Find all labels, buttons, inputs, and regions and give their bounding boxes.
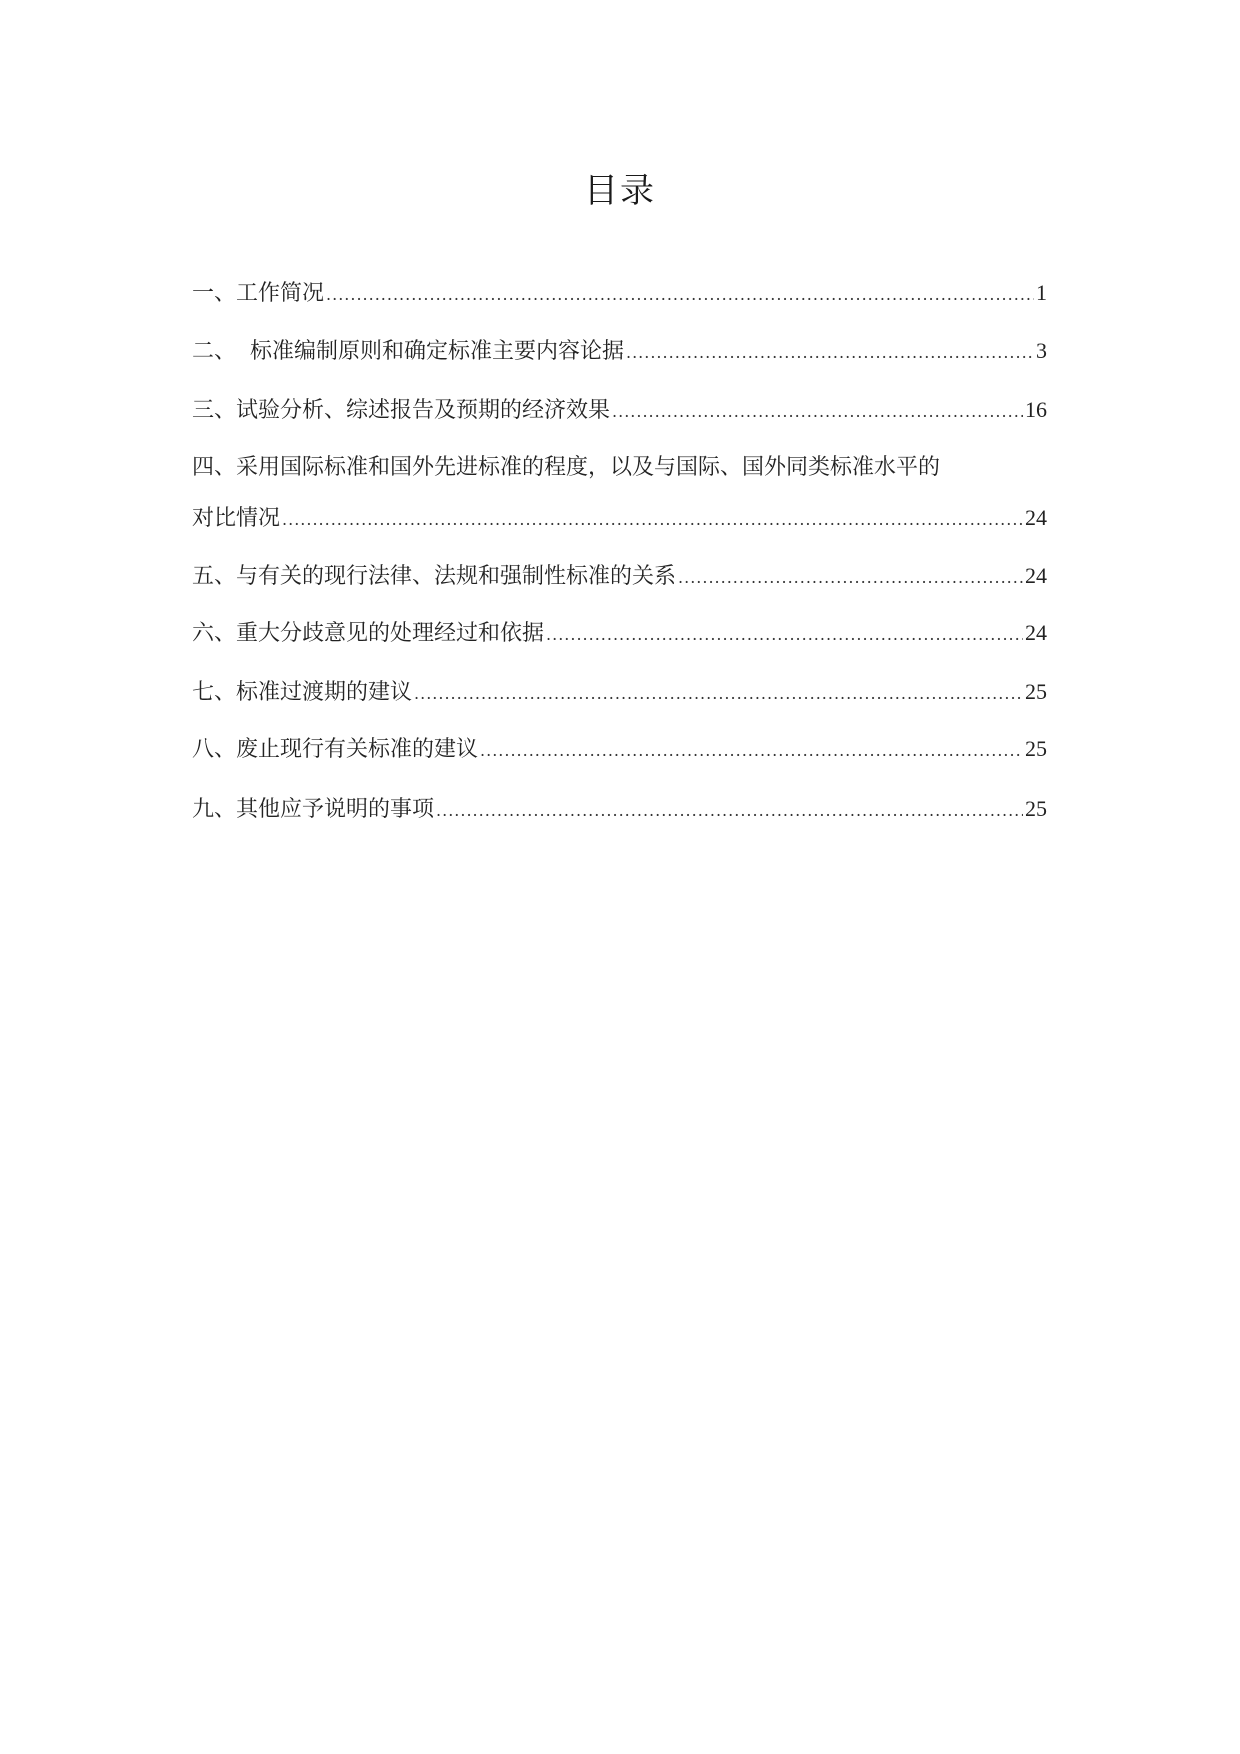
toc-entry-label: 八、废止现行有关标准的建议: [192, 737, 479, 762]
toc-page-number: 24: [1025, 620, 1047, 645]
toc-leader-dots: [626, 338, 1034, 368]
toc-entry-4[interactable]: [192, 453, 1047, 535]
page-title: 目录: [584, 171, 656, 211]
toc-entry-2[interactable]: [192, 336, 1047, 368]
toc-entry-label: 二、 标准编制原则和确定标准主要内容论据: [192, 339, 624, 364]
toc-leader-dots: [612, 397, 1023, 427]
toc-entry-5[interactable]: [192, 561, 1047, 593]
toc-entry-label: 一、工作简况: [192, 281, 325, 306]
toc-entry-label: 五、与有关的现行法律、法规和强制性标准的关系: [192, 564, 677, 589]
toc-entry-label: 九、其他应予说明的事项: [192, 797, 435, 822]
toc-entry-label: 三、试验分析、综述报告及预期的经济效果: [192, 398, 611, 423]
toc-entry-label: 七、标准过渡期的建议: [192, 680, 413, 705]
toc-entry-label-line1: 四、采用国际标准和国外先进标准的程度，以及与国际、国外同类标准水平的: [192, 455, 941, 480]
toc-page-number: 16: [1025, 397, 1047, 422]
toc-entry-label: 六、重大分歧意见的处理经过和依据: [192, 621, 545, 646]
toc-page-number: 1: [1036, 280, 1047, 305]
toc-entry-9[interactable]: [192, 794, 1047, 826]
toc-page-number: 25: [1025, 736, 1047, 761]
toc-leader-dots: [282, 505, 1023, 535]
toc-entry-8[interactable]: [192, 734, 1047, 766]
toc-leader-dots: [414, 679, 1023, 709]
toc-entry-7[interactable]: [192, 677, 1047, 709]
toc-leader-dots: [480, 736, 1023, 766]
toc-leader-dots: [546, 620, 1023, 650]
toc-page-number: 24: [1025, 505, 1047, 530]
toc-leader-dots: [436, 796, 1023, 826]
toc-page-number: 3: [1036, 338, 1047, 363]
toc-entry-label-line2: 对比情况: [192, 506, 281, 531]
toc-page-number: 25: [1025, 796, 1047, 821]
toc-entry-3[interactable]: [192, 395, 1047, 427]
toc-entry-1[interactable]: [192, 278, 1047, 310]
toc-leader-dots: [678, 563, 1023, 593]
toc-entry-6[interactable]: [192, 618, 1047, 650]
toc-leader-dots: [326, 280, 1034, 310]
toc-page-number: 24: [1025, 563, 1047, 588]
toc-page-number: 25: [1025, 679, 1047, 704]
